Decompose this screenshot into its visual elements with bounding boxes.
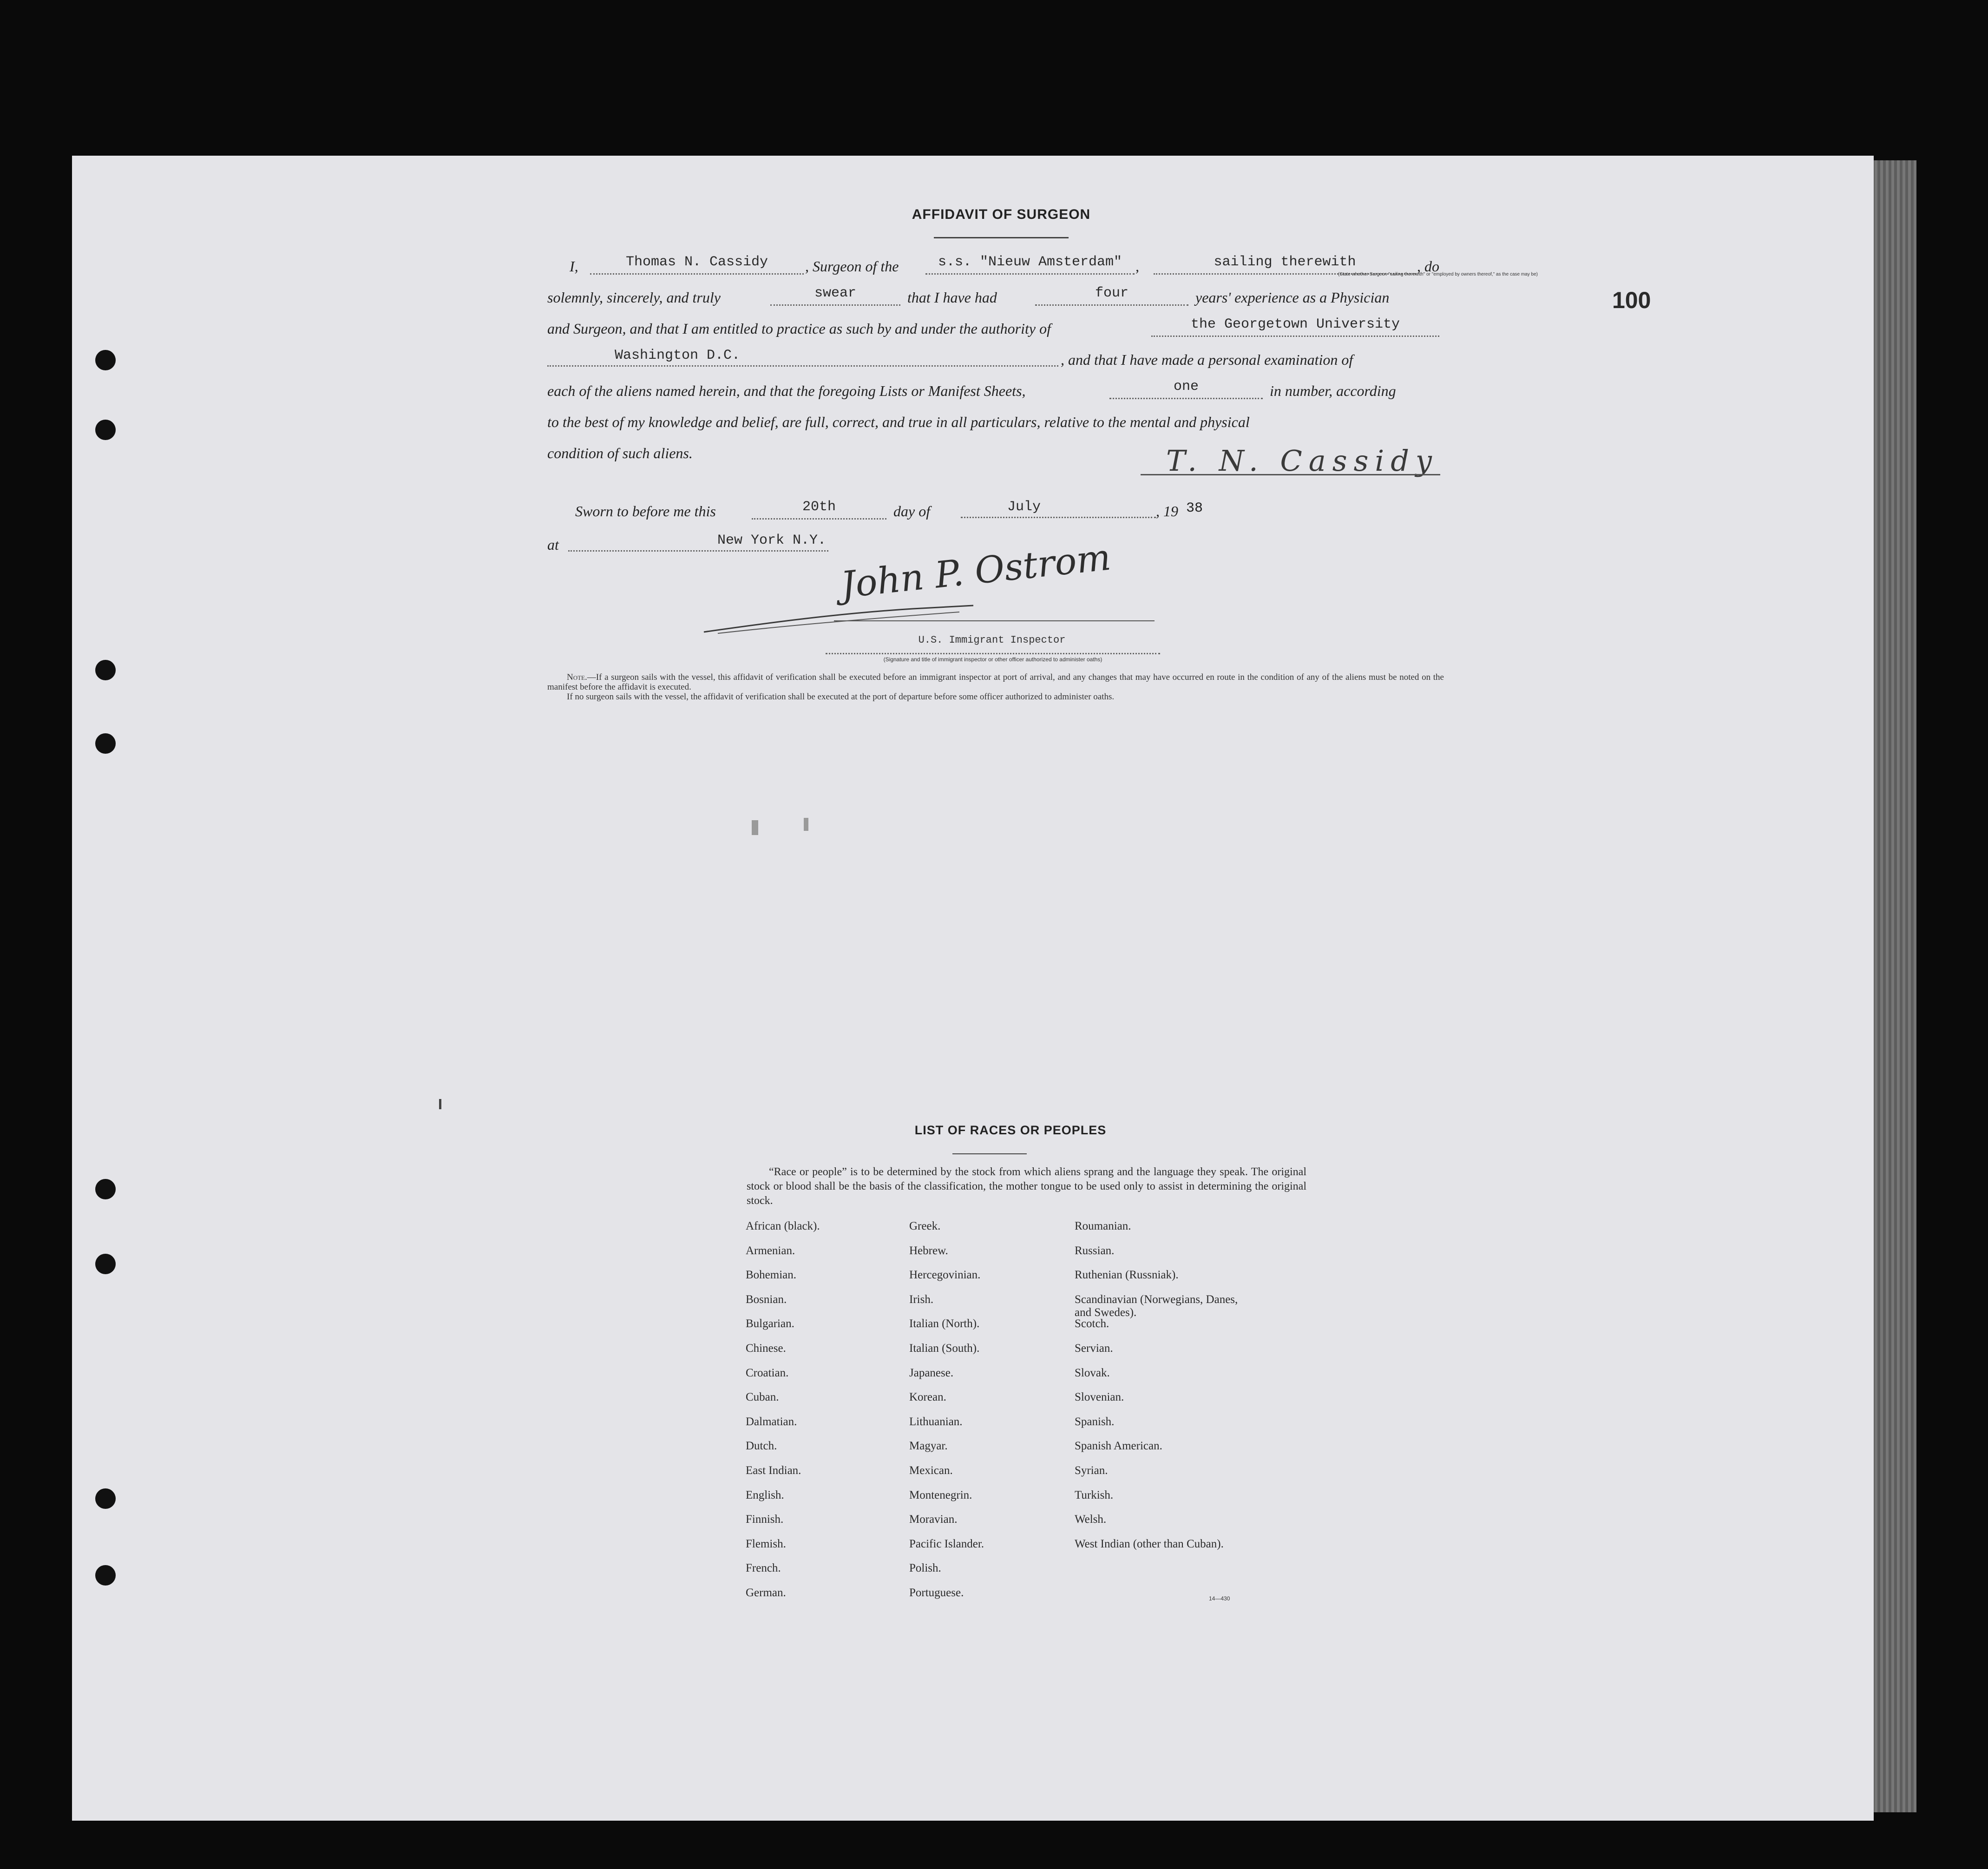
race-item: Scandinavian (Norwegians, Danes, and Swedes). [1075, 1293, 1238, 1319]
races-intro: “Race or people” is to be determined by the stock from which aliens sprang and the language they speak. The original stock or blood shall be the basis of the classification, the mother tongue to be used only to assist in determining the original stock. [747, 1166, 1306, 1207]
authority-field: the Georgetown University [1151, 313, 1439, 337]
race-item: Hercegovinian. [909, 1269, 981, 1282]
race-item: Pacific Islander. [909, 1537, 984, 1550]
race-item: Spanish. [1075, 1415, 1115, 1428]
sworn-place-field: New York N.Y. [568, 529, 828, 552]
affidavit-text: that I have had [907, 289, 997, 306]
race-item: Slovenian. [1075, 1391, 1124, 1404]
races-column-3 [1075, 1220, 1251, 1562]
sworn-year-suffix: 38 [1186, 500, 1203, 516]
race-item: Cuban. [746, 1391, 779, 1404]
race-item: Mexican. [909, 1464, 953, 1477]
race-item: Dalmatian. [746, 1415, 797, 1428]
signature-flourish [699, 597, 978, 634]
races-title-rule [952, 1153, 1027, 1154]
race-item: Chinese. [746, 1342, 786, 1355]
oath-type-field: swear [770, 282, 900, 306]
affidavit-text: condition of such aliens. [547, 445, 693, 461]
race-item: Moravian. [909, 1513, 958, 1526]
sworn-label: Sworn to before me this [575, 503, 716, 520]
binder-hole [95, 350, 116, 370]
race-item: West Indian (other than Cuban). [1075, 1537, 1224, 1550]
note-label: Note. [567, 672, 587, 682]
affidavit-text: and Surgeon, and that I am entitled to practice as such by and under the authority of [547, 320, 1051, 337]
affidavit-line-6 [547, 407, 1439, 438]
affidavit-line-2 [547, 282, 1439, 313]
sailing-status-field: sailing therewith [1154, 251, 1416, 275]
manifest-page [72, 156, 1874, 1821]
sailing-status-note: (State whether Surgeon "sailing therewith" or "employed by owners thereof," as the case may be) [1338, 272, 1538, 277]
race-item: Italian (South). [909, 1342, 980, 1355]
race-item: Korean. [909, 1391, 946, 1404]
race-item: Welsh. [1075, 1513, 1107, 1526]
race-item: Spanish American. [1075, 1440, 1162, 1453]
page-number: 100 [1612, 287, 1651, 313]
affidavit-text: solemnly, sincerely, and truly [547, 289, 721, 306]
inspector-title: U.S. Immigrant Inspector [918, 634, 1066, 646]
vessel-name: "Nieuw Amsterdam" [979, 254, 1122, 270]
inspector-caption: (Signature and title of immigrant inspector or other officer authorized to administer oaths) [826, 653, 1160, 663]
title-rule [934, 237, 1069, 238]
smudge-mark [439, 1099, 441, 1109]
affidavit-text: to the best of my knowledge and belief, are full, correct, and true in all particulars, relative to the mental and physical [547, 414, 1250, 430]
race-item: Montenegrin. [909, 1488, 972, 1501]
race-item: Portuguese. [909, 1586, 964, 1599]
race-item: East Indian. [746, 1464, 801, 1477]
race-item: Bosnian. [746, 1293, 787, 1306]
race-item: Scotch. [1075, 1317, 1109, 1330]
binder-hole [95, 1179, 116, 1199]
affidavit-line-3 [547, 313, 1439, 344]
race-item: English. [746, 1488, 784, 1501]
races-title: LIST OF RACES OR PEOPLES [914, 1123, 1107, 1137]
affidavit-text: , Surgeon of the [805, 258, 899, 275]
surgeon-name-field: Thomas N. Cassidy [590, 251, 804, 275]
binder-hole [95, 1254, 116, 1274]
race-item: Greek. [909, 1220, 941, 1232]
race-item: Hebrew. [909, 1244, 948, 1257]
race-item: Armenian. [746, 1244, 795, 1257]
inspector-signature-line [834, 620, 1155, 621]
race-item: Ruthenian (Russniak). [1075, 1269, 1179, 1282]
sworn-at-label: at [547, 536, 559, 553]
sworn-day-field: 20th [752, 496, 886, 520]
races-column-1 [746, 1220, 899, 1611]
race-item: Dutch. [746, 1440, 777, 1453]
race-item: Lithuanian. [909, 1415, 963, 1428]
sworn-year-prefix: , 19 [1156, 503, 1178, 520]
affidavit-line-1 [547, 251, 1538, 282]
race-item: Roumanian. [1075, 1220, 1131, 1232]
sworn-line [547, 496, 1439, 527]
race-item: Bohemian. [746, 1269, 797, 1282]
smudge-mark [804, 818, 808, 831]
race-item: Italian (North). [909, 1317, 980, 1330]
affidavit-text: , do [1417, 258, 1439, 275]
race-item: Syrian. [1075, 1464, 1108, 1477]
sworn-day-of: day of [893, 503, 931, 520]
note-paragraph-2: If no surgeon sails with the vessel, the affidavit of verification shall be executed at the port of departure before some officer authorized to administer oaths. [567, 692, 1115, 702]
race-item: Slovak. [1075, 1366, 1110, 1379]
affidavit-text: each of the aliens named herein, and that the foregoing Lists or Manifest Sheets, [547, 382, 1026, 399]
race-item: Finnish. [746, 1513, 784, 1526]
race-item: Flemish. [746, 1537, 786, 1550]
affidavit-line-4 [547, 344, 1439, 375]
vessel-prefix: s.s. [938, 254, 971, 270]
smudge-mark [752, 820, 758, 835]
race-item: Irish. [909, 1293, 934, 1306]
race-item: Croatian. [746, 1366, 789, 1379]
binder-hole [95, 1565, 116, 1586]
affidavit-text: in number, according [1270, 382, 1396, 399]
race-item: Russian. [1075, 1244, 1115, 1257]
race-item: Turkish. [1075, 1488, 1114, 1501]
affidavit-line-5 [547, 375, 1439, 407]
binder-hole [95, 420, 116, 440]
note-paragraph-1 [547, 672, 1444, 692]
surgeon-signature: T. N. Cassidy [1166, 444, 1438, 478]
vessel-field [925, 251, 1135, 275]
form-number: 14—430 [1209, 1595, 1230, 1602]
inspector-signature: John P. Ostrom [839, 536, 1113, 606]
affidavit-body [547, 251, 1538, 469]
affidavit-note [547, 672, 1444, 702]
sworn-month-field: July [961, 496, 1156, 518]
affidavit-text: I, [570, 258, 578, 275]
binder-hole [95, 1488, 116, 1509]
race-item: Servian. [1075, 1342, 1113, 1355]
affidavit-title: AFFIDAVIT OF SURGEON [912, 207, 1091, 222]
binder-hole [95, 733, 116, 754]
affidavit-text: , [1135, 258, 1139, 275]
race-item: Bulgarian. [746, 1317, 794, 1330]
race-item: French. [746, 1562, 781, 1575]
authority-location-field: Washington D.C. [547, 344, 1058, 367]
surgeon-signature-line [1141, 474, 1440, 475]
years-experience-field: four [1035, 282, 1188, 306]
affidavit-text: years' experience as a Physician [1195, 289, 1390, 306]
race-item: German. [746, 1586, 786, 1599]
race-item: Magyar. [909, 1440, 948, 1453]
sheet-count-field: one [1109, 375, 1263, 399]
race-item: Japanese. [909, 1366, 954, 1379]
race-item: Polish. [909, 1562, 941, 1575]
note-text-1: —If a surgeon sails with the vessel, this affidavit of verification shall be executed before an immigrant inspector at port of arrival, and any changes that may have occurred en route in the condition of any of the aliens must be noted on the manifest before the affidavit is executed. [547, 672, 1444, 692]
races-column-2 [909, 1220, 1063, 1611]
race-item: African (black). [746, 1220, 820, 1232]
affidavit-text: , and that I have made a personal examination of [1061, 351, 1353, 368]
binder-hole [95, 660, 116, 680]
